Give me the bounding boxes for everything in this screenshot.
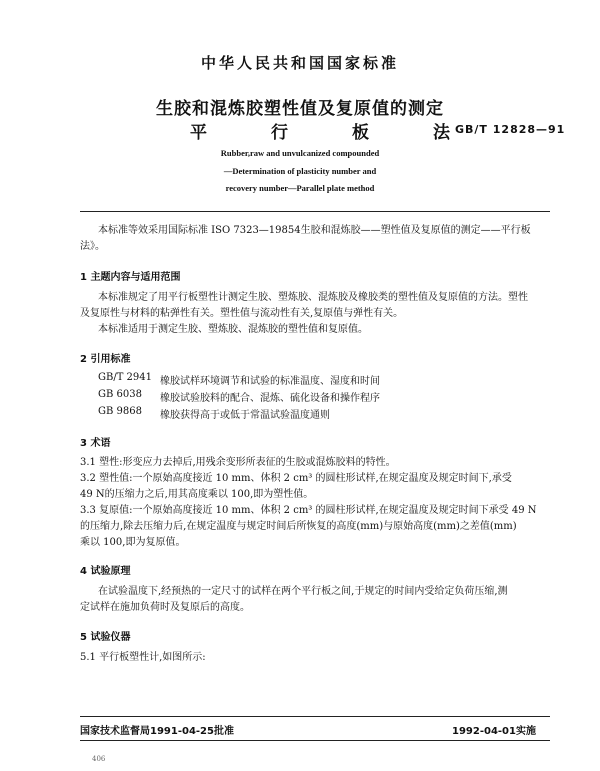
body-line: 49 N的压缩力之后,用其高度乘以 100,即为塑性值。 bbox=[80, 489, 314, 500]
section-heading: 1 主题内容与适用范围 bbox=[80, 272, 181, 283]
subtitle-char: 法 bbox=[433, 123, 450, 143]
body-line: 3.3 复原值:一个原始高度接近 10 mm、体积 2 cm³ 的圆柱形试样,在规定温度及规定时间下承受 49 N bbox=[80, 505, 537, 516]
footer-bottom-rule bbox=[80, 740, 550, 741]
subtitle-char: 行 bbox=[271, 123, 288, 143]
title-divider bbox=[80, 211, 550, 212]
english-title-line: Rubber,raw and unvulcanized compounded bbox=[220, 148, 380, 158]
ref-text: 橡胶试样环境调节和试验的标准温度、湿度和时间 bbox=[160, 376, 380, 387]
body-line: 3.1 塑性:形变应力去掉后,用残余变形所表征的生胶或混炼胶料的特性。 bbox=[80, 457, 396, 468]
implementation-date: 1992-04-01实施 bbox=[452, 726, 536, 737]
body-line: 及复原性与材料的粘弹性有关。塑性值与流动性有关,复原值与弹性有关。 bbox=[80, 308, 404, 319]
approval-date: 国家技术监督局1991-04-25批准 bbox=[80, 726, 234, 737]
body-line: 的压缩力,除去压缩力后,在规定温度与规定时间后所恢复的高度(mm)与原始高度(mm)之差值(mm) bbox=[80, 521, 517, 532]
ref-code: GB 9868 bbox=[98, 406, 142, 417]
english-title-line: recovery number—Parallel plate method bbox=[225, 183, 375, 193]
intro-line: 本标准等效采用国际标准 ISO 7323—19854生胶和混炼胶——塑性值及复原值的测定——平行板 bbox=[98, 225, 531, 236]
ref-text: 橡胶试验胶料的配合、混炼、硫化设备和操作程序 bbox=[160, 393, 380, 404]
section-heading: 4 试验原理 bbox=[80, 566, 131, 577]
body-line: 定试样在施加负荷时及复原后的高度。 bbox=[80, 602, 250, 613]
english-title-line: —Determination of plasticity number and bbox=[223, 166, 377, 176]
subtitle-char: 平 bbox=[190, 123, 207, 143]
ref-code: GB 6038 bbox=[98, 389, 142, 400]
body-line: 本标准适用于测定生胶、塑炼胶、混炼胶的塑性值和复原值。 bbox=[98, 324, 368, 335]
ref-text: 橡胶获得高于或低于常温试验温度通则 bbox=[160, 410, 330, 421]
ref-code: GB/T 2941 bbox=[98, 372, 153, 383]
body-line: 5.1 平行板塑性计,如图所示: bbox=[80, 652, 206, 663]
body-line: 乘以 100,即为复原值。 bbox=[80, 537, 186, 548]
body-line: 在试验温度下,经预热的一定尺寸的试样在两个平行板之间,于规定的时间内受给定负荷压缩,测 bbox=[98, 586, 508, 597]
intro-line: 法》。 bbox=[80, 241, 105, 252]
doc-subtitle bbox=[190, 118, 450, 143]
footer-divider bbox=[80, 716, 550, 717]
doc-title: 生胶和混炼胶塑性值及复原值的测定 bbox=[156, 99, 444, 119]
page-number: 406 bbox=[92, 755, 106, 763]
section-heading: 3 术语 bbox=[80, 438, 111, 449]
section-heading: 5 试验仪器 bbox=[80, 632, 131, 643]
body-line: 本标准规定了用平行板塑性计测定生胶、塑炼胶、混炼胶及橡胶类的塑性值及复原值的方法。塑性 bbox=[98, 292, 528, 303]
body-line: 3.2 塑性值:一个原始高度接近 10 mm、体积 2 cm³ 的圆柱形试样,在规定温度及规定时间下,承受 bbox=[80, 473, 512, 484]
standard-header: 中华人民共和国国家标准 bbox=[200, 54, 399, 72]
subtitle-char: 板 bbox=[352, 123, 369, 143]
standard-code: GB/T 12828—91 bbox=[455, 123, 566, 136]
section-heading: 2 引用标准 bbox=[80, 354, 131, 365]
